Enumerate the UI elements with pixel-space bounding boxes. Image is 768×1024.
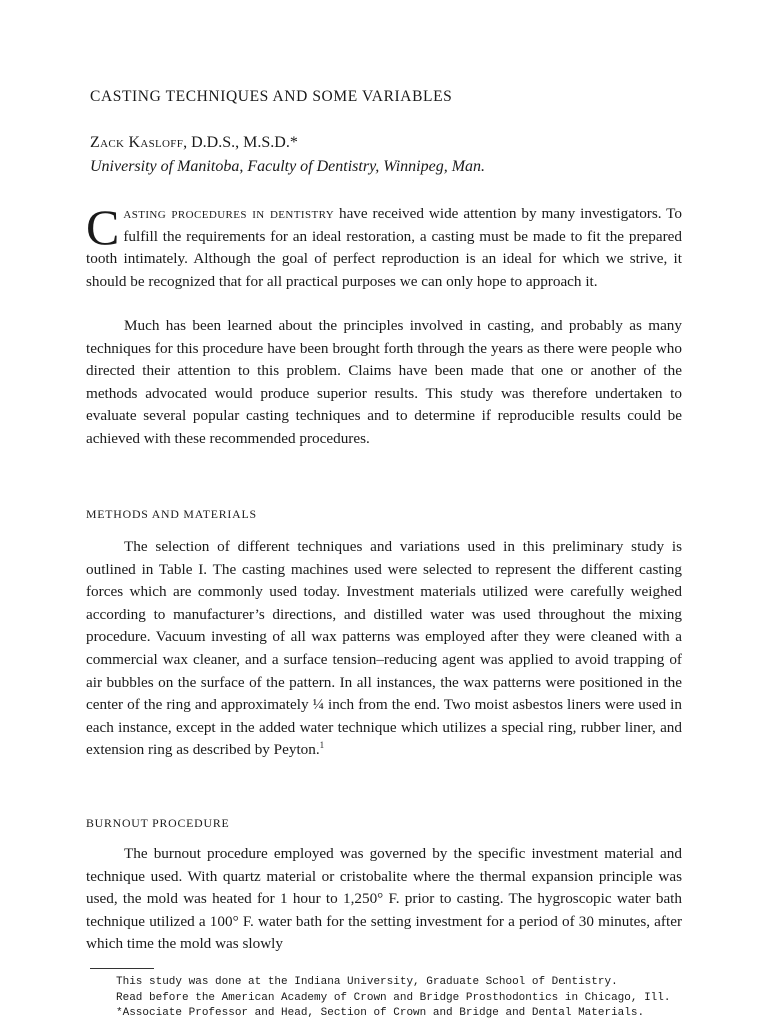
paragraph-2: Much has been learned about the principles involved in casting, and probably as many techniques for this procedure have been brought forth through the years as there were people who directed their attention to this problem. Claims have been made that one or another of the methods advocated would produce superior results. This study was therefore undertaken to evaluate several popular casting techniques and to determine if reproducible results could be achieved with these recommended procedures. <box>86 317 682 447</box>
author-affiliation: University of Manitoba, Faculty of Dentistry, Winnipeg, Man. <box>90 158 486 175</box>
intro-text: have received wide attention by many investigators. To fulfill the requirements for an ideal restoration, a casting must be made to fit the prepared tooth intimately. Although the goal of perfect reproduction is an ideal for which we strive, it should be recognized that for all practical purposes we can only hope to approach it. <box>86 205 682 290</box>
intro-lead-small-caps: asting procedures in dentistry <box>123 205 335 222</box>
section-heading-burnout: BURNOUT PROCEDURE <box>86 816 230 830</box>
paragraph-3-text: The selection of different techniques and variations used in this preliminary study is outlined in Table I. The casting machines used were selected to represent the different casting forces which are commonly used today. Investment materials utilized were carefully weighed according to manufacturer’s directions, and distilled water was used throughout the mixing procedure. Vacuum investing of all wax patterns was employed after they were cleaned with a commercial wax cleaner, and a surface tension–reducing agent was applied to avoid trapping of air bubbles on the surface of the pattern. In all instances, the wax patterns were positioned in the center of the ring and approximately ¼ inch from the end. Two moist asbestos liners were used in each instance, except in the added water technique which utilizes a special ring, rubber liner, and extension ring as described by Peyton. <box>86 538 682 759</box>
paragraph-4: The burnout procedure employed was governed by the specific investment material and technique used. With quartz material or cristobalite where the thermal expansion principle was used, the mold was heated for 1 hour to 1,250° F. prior to casting. The hygroscopic water bath technique utilized a 100° F. water bath for the setting investment for a period of 30 minutes, after which time the mold was slowly <box>86 845 682 953</box>
article-page <box>86 0 682 1024</box>
intro-paragraph <box>86 199 682 293</box>
footnote-2: Read before the American Academy of Crown and Bridge Prosthodontics in Chicago, Ill. <box>116 991 671 1004</box>
footnote-1: This study was done at the Indiana University, Graduate School of Dentistry. <box>116 976 618 988</box>
drop-cap: C <box>86 199 120 255</box>
author-name: Zack Kasloff <box>90 134 184 151</box>
footnote-3: *Associate Professor and Head, Section of Crown and Bridge and Dental Materials. <box>116 1007 645 1019</box>
section-heading-methods: METHODS AND MATERIALS <box>86 507 257 521</box>
author-line <box>90 134 298 152</box>
paragraph-3 <box>86 536 682 762</box>
footnote-divider <box>90 968 154 969</box>
author-degrees: , D.D.S., M.S.D.* <box>183 134 298 151</box>
footnotes <box>116 975 686 1022</box>
article-title: CASTING TECHNIQUES AND SOME VARIABLES <box>90 88 453 105</box>
reference-marker: 1 <box>319 740 325 751</box>
